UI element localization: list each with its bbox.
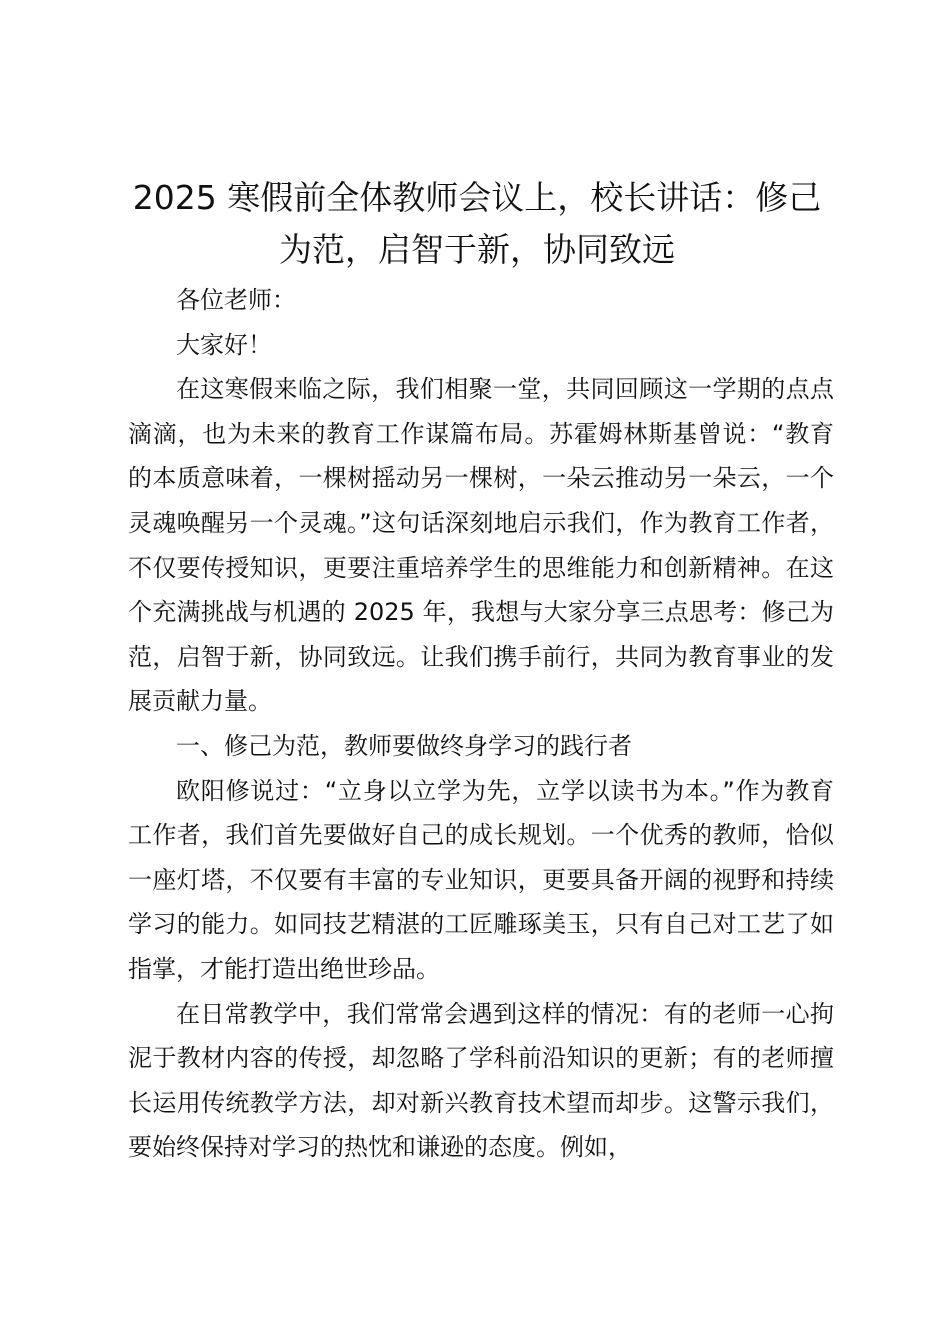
section-1-paragraph-1: 欧阳修说过：“立身以立学为先，立学以读书为本。”作为教育工作者，我们首先要做好自己的成长规划。一个优秀的教师，恰似一座灯塔，不仅要有丰富的专业知识，更要具备开阔的视野和持续学习的能力。如同技艺精湛的工匠雕琢美玉，只有自己对工艺了如指掌，才能打造出绝世珍品。 bbox=[128, 776, 834, 983]
section-heading-1: 一、修己为范，教师要做终身学习的践行者 bbox=[176, 731, 632, 760]
greeting: 大家好！ bbox=[176, 330, 272, 359]
document-title: 2025 寒假前全体教师会议上，校长讲话：修己为范，启智于新，协同致远 bbox=[132, 178, 822, 269]
intro-paragraph: 在这寒假来临之际，我们相聚一堂，共同回顾这一学期的点点滴滴，也为未来的教育工作谋篇布局。苏霍姆林斯基曾说：“教育的本质意味着，一棵树摇动另一棵树，一朵云推动另一朵云，一个灵魂唤醒另一个灵魂。”这句话深刻地启示我们，作为教育工作者，不仅要传授知识，更要注重培养学生的思维能力和创新精神。在这个充满挑战与机遇的 2025 年，我想与大家分享三点思考：修己为范，启智于新，协同致远。让我们携手前行，共同为教育事业的发展贡献力量。 bbox=[128, 375, 834, 716]
salutation: 各位老师： bbox=[176, 286, 296, 314]
section-1-paragraph-2: 在日常教学中，我们常常会遇到这样的情况：有的老师一心拘泥于教材内容的传授，却忽略了学科前沿知识的更新；有的老师擅长运用传统教学方法，却对新兴教育技术望而却步。这警示我们，要始终保持对学习的热忱和谦逊的态度。例如， bbox=[128, 999, 834, 1162]
document-body bbox=[128, 278, 834, 1170]
